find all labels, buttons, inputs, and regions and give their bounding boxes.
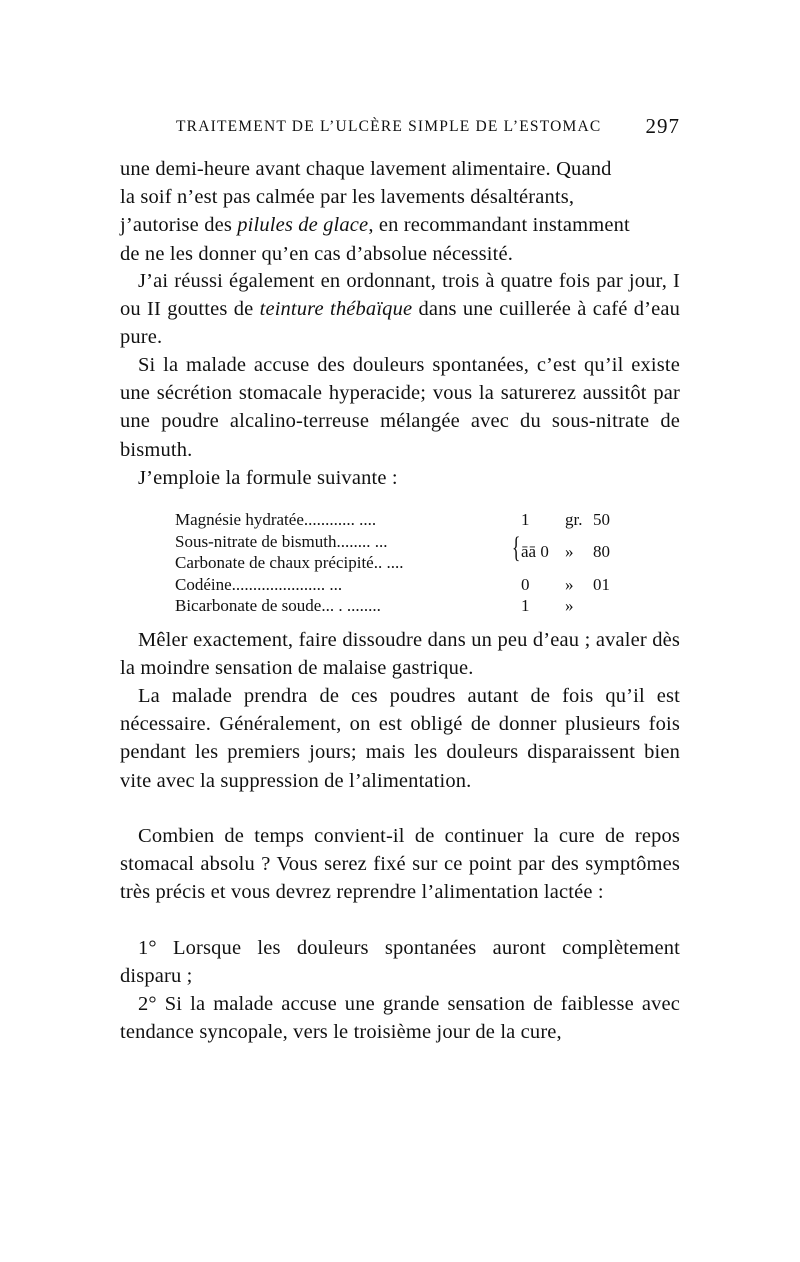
paragraph-meler: Mêler exactement, faire dissoudre dans un peu d’eau ; avaler dès la moindre sensation de malaise gastrique. bbox=[120, 629, 680, 680]
prescription-table bbox=[175, 509, 635, 617]
page-number: 297 bbox=[645, 114, 680, 138]
ingredient-qty: āā 0 bbox=[521, 542, 549, 562]
prescription-row bbox=[175, 595, 635, 617]
paragraph-combien: Combien de temps convient-il de continuer la cure de repos stomacal absolu ? Vous serez fixé sur ce point par des symptômes très précis et vous devrez reprendre l’alimentation lactée : bbox=[120, 825, 680, 904]
ingredient-qty: 1 bbox=[521, 596, 530, 616]
text-line: de ne les donner qu’en cas d’absolue nécessité. bbox=[120, 242, 513, 265]
ingredient-unit: » bbox=[565, 542, 574, 562]
text-line: j’autorise des pilules de glace, en recommandant instamment bbox=[120, 214, 630, 237]
text-line: la soif n’est pas calmée par les lavements désaltérants, bbox=[120, 186, 575, 209]
ingredient-qty: 0 bbox=[521, 574, 530, 594]
running-header bbox=[120, 114, 680, 140]
paragraph-continuation bbox=[120, 155, 680, 268]
paragraph-teinture: J’ai réussi également en ordonnant, trois à quatre fois par jour, I ou II gouttes de teinture thébaïque dans une cuillerée à café d’eau pure. bbox=[120, 270, 680, 349]
ingredient-name: Magnésie hydratée............ .... bbox=[175, 510, 377, 529]
paragraph-point-1: 1° Lorsque les douleurs spontanées auront complètement disparu ; bbox=[120, 937, 680, 988]
ingredient-val: 01 bbox=[593, 574, 610, 594]
ingredient-name: Carbonate de chaux précipité.. .... bbox=[175, 553, 404, 573]
ingredient-unit: gr. bbox=[565, 510, 583, 529]
paragraph-formule-intro: J’emploie la formule suivante : bbox=[138, 467, 398, 489]
brace-glyph: { bbox=[511, 531, 521, 564]
prescription-row bbox=[175, 574, 635, 596]
text-line: une demi-heure avant chaque lavement alimentaire. Quand bbox=[120, 158, 612, 180]
header-title: TRAITEMENT DE L’ULCÈRE SIMPLE DE L’ESTOMAC bbox=[176, 118, 602, 135]
italic-term: teinture thébaïque bbox=[259, 298, 413, 321]
ingredient-qty: 1 bbox=[521, 510, 530, 529]
italic-term: pilules de glace bbox=[237, 214, 369, 237]
ingredient-val: 50 bbox=[593, 510, 610, 529]
ingredient-name: Codéine...................... ... bbox=[175, 574, 343, 594]
ingredient-name: Sous-nitrate de bismuth........ ... bbox=[175, 531, 388, 551]
paragraph-hyperacide: Si la malade accuse des douleurs spontanées, c’est qu’il existe une sécrétion stomacale hyperacide; vous la saturerez aussitôt par une poudre alcalino-terreuse mélangée avec du sous-nitrate de bismuth. bbox=[120, 354, 680, 461]
prescription-row bbox=[175, 542, 635, 574]
paragraph-generalement: La malade prendra de ces poudres autant de fois qu’il est nécessaire. Généralement, on est obligé de donner plusieurs fois pendant les premiers jours; mais les douleurs disparaissent bien vite avec la suppression de l’alimentation. bbox=[120, 685, 680, 792]
ingredient-val: 80 bbox=[593, 542, 610, 562]
ingredient-unit: » bbox=[565, 596, 574, 616]
prescription-row bbox=[175, 509, 635, 531]
paragraph-point-2: 2° Si la malade accuse une grande sensation de faiblesse avec tendance syncopale, vers le troisième jour de la cure, bbox=[120, 993, 680, 1044]
ingredient-name: Bicarbonate de soude... . ........ bbox=[175, 596, 381, 616]
ingredient-unit: » bbox=[565, 574, 574, 594]
